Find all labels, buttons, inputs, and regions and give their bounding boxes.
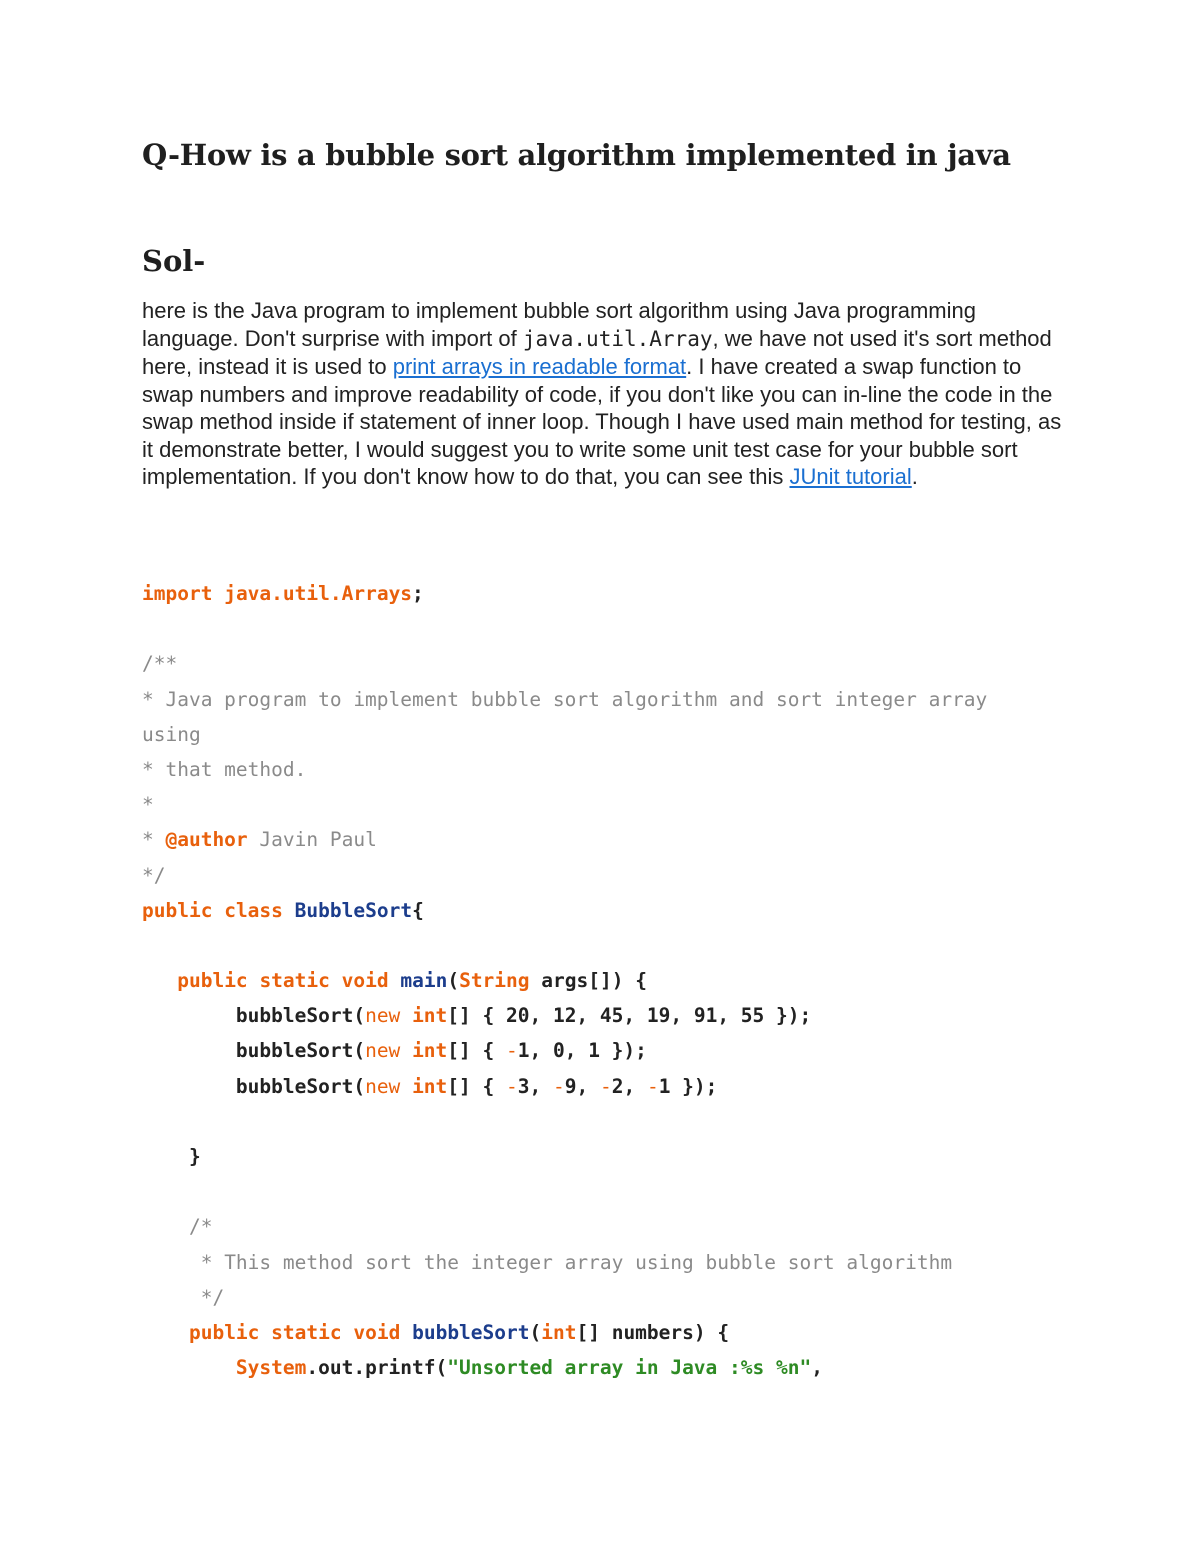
code-token: bubbleSort <box>412 1320 530 1344</box>
code-token: * This method sort the integer array using bubble sort algorithm <box>188 1250 953 1274</box>
code-line: bubbleSort(new int[] { 20, 12, 45, 19, 91, 55 }); <box>235 1004 812 1028</box>
code-token: 3, <box>517 1074 553 1098</box>
code-line-blank <box>142 1174 1102 1209</box>
code-token: args[]) { <box>529 969 647 993</box>
code-line <box>142 1280 1102 1315</box>
code-line: * that method. <box>142 757 307 781</box>
page-title: Q-How is a bubble sort algorithm implemented in java <box>142 138 1011 172</box>
code-token: "Unsorted array in Java :%s %n" <box>447 1356 812 1380</box>
code-token: String <box>459 969 530 993</box>
code-token: void <box>353 1320 401 1344</box>
code-token: .out. <box>306 1356 366 1380</box>
code-line: * <box>142 793 154 817</box>
code-line: */ <box>142 863 166 887</box>
paragraph-text-4: . <box>911 464 918 489</box>
code-line-blank <box>142 1104 1102 1139</box>
code-line: using <box>142 722 201 746</box>
code-token: int <box>412 1074 448 1098</box>
code-token: [] { 20, 12, 45, 19, 91, 55 }); <box>447 1004 812 1028</box>
code-token: void <box>341 969 389 993</box>
code-token: @author <box>165 828 248 852</box>
junit-tutorial-link[interactable]: JUnit tutorial <box>789 464 912 489</box>
code-token: [] { <box>447 1074 506 1098</box>
code-line: bubbleSort(new int[] { -3, -9, -2, -1 }); <box>235 1074 718 1098</box>
code-token: 1 }); <box>658 1074 718 1098</box>
code-token: [] { <box>447 1039 506 1063</box>
code-line <box>142 576 1102 611</box>
code-line-blank <box>142 928 1102 963</box>
code-line-blank <box>142 611 1102 646</box>
code-token: int <box>412 1039 448 1063</box>
code-line: /** <box>142 652 178 676</box>
code-token: import <box>142 582 213 605</box>
code-token: - <box>599 1074 612 1098</box>
code-token: Javin Paul <box>247 828 377 852</box>
code-token: - <box>646 1074 659 1098</box>
code-token: /* <box>188 1215 213 1239</box>
code-line <box>142 1350 1102 1385</box>
code-token: public <box>177 969 248 993</box>
code-token: int <box>412 1004 448 1028</box>
code-token: printf( <box>365 1356 448 1380</box>
code-token: 2, <box>611 1074 647 1098</box>
code-token: - <box>506 1074 518 1098</box>
code-token: public <box>142 898 213 922</box>
code-token: - <box>552 1074 565 1098</box>
code-token: bubbleSort <box>235 1039 354 1063</box>
paragraph-text-3: . I have created a swap function to swap numbers and improve readability of code, if you don't like you can in-line the code in the swap method inside if statement of inner loop. Though I have used main method for testing, as it demonstrate better, I would suggest you to write some unit test case for your bubble sort implementation. If you don't know how to do that, you can see this <box>142 354 1062 489</box>
code-token: new <box>365 1039 401 1063</box>
inline-code: java.util.Array <box>522 326 713 351</box>
code-line: bubbleSort(new int[] { -1, 0, 1 }); <box>235 1039 647 1063</box>
print-arrays-link[interactable]: print arrays in readable format <box>392 354 687 379</box>
code-token: java.util.Arrays <box>224 582 413 605</box>
code-token: } <box>188 1145 201 1168</box>
code-line: public static void main(String args[]) { <box>177 969 647 993</box>
code-line <box>142 893 1102 928</box>
code-token: System <box>235 1356 307 1380</box>
solution-heading: Sol- <box>142 244 206 278</box>
code-token: - <box>506 1039 518 1063</box>
code-token: static <box>259 969 330 993</box>
code-token: * <box>142 828 166 852</box>
intro-paragraph <box>142 297 1067 491</box>
code-token: 1, 0, 1 }); <box>517 1039 647 1063</box>
code-token: new <box>365 1074 401 1098</box>
code-line <box>142 1245 1102 1280</box>
code-token: bubbleSort <box>235 1074 354 1098</box>
code-token: new <box>365 1004 401 1028</box>
code-token: int <box>541 1320 577 1344</box>
code-token: , <box>811 1356 823 1380</box>
paragraph-text-2: , we have not used it's sort method here, instead it is used to <box>142 325 1052 379</box>
code-line <box>142 1139 1102 1174</box>
code-token: bubbleSort <box>235 1004 354 1028</box>
code-token: main <box>400 969 448 993</box>
code-line <box>142 1209 1102 1244</box>
code-token: BubbleSort <box>294 898 413 922</box>
code-token: static <box>271 1320 342 1344</box>
code-token: [] numbers) { <box>576 1320 730 1344</box>
code-token: 9, <box>564 1074 600 1098</box>
code-token: { <box>412 898 424 922</box>
code-line <box>142 822 1102 857</box>
code-line: * Java program to implement bubble sort algorithm and sort integer array <box>142 687 988 711</box>
code-token: */ <box>188 1285 225 1309</box>
code-block <box>142 576 1102 1385</box>
code-line: public static void bubbleSort(int[] numbers) { <box>188 1320 730 1344</box>
paragraph-text-1: here is the Java program to implement bubble sort algorithm using Java programming language. Don't surprise with import of <box>142 298 976 351</box>
code-token: public <box>188 1320 260 1344</box>
code-token: class <box>224 898 283 922</box>
code-token: ; <box>412 582 424 605</box>
